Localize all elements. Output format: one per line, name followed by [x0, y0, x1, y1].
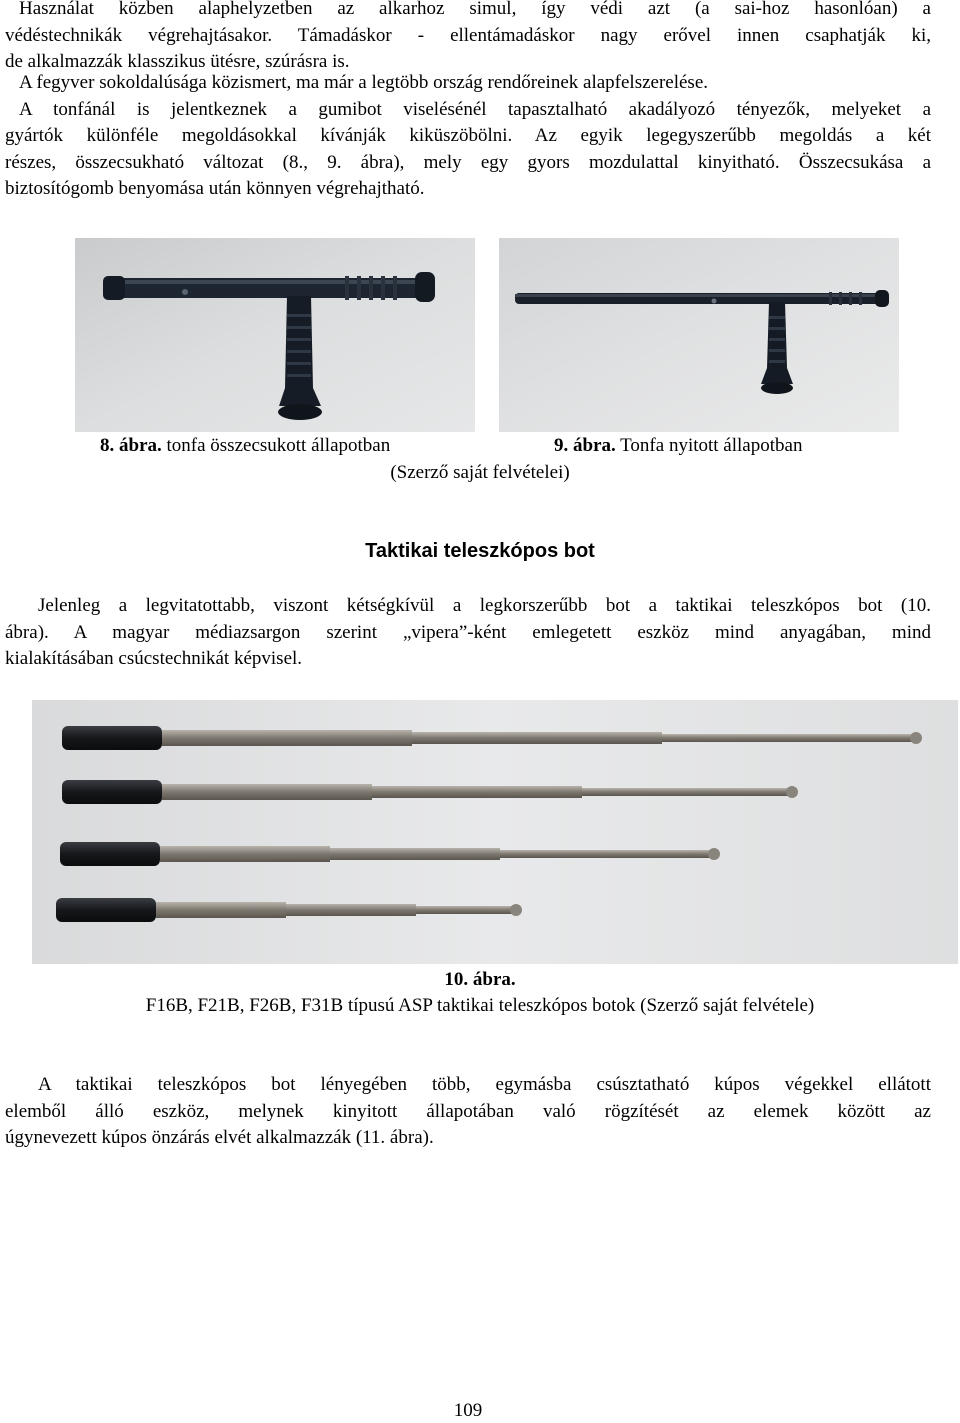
text-line: Jelenleg a legvitatottabb, viszont kétségkívül a legkorszerűbb bot a taktikai teleszkópos bot (10.: [38, 595, 931, 616]
text-line: védéstechnikák végrehajtásakor. Támadáskor - ellentámadáskor nagy erővel innen csaphatják ki,: [5, 24, 931, 46]
figure-8-number: 8. ábra.: [100, 435, 162, 456]
figure-10-number: 10. ábra.: [444, 969, 516, 990]
text-line: A fegyver sokoldalúsága közismert, ma már a legtöbb ország rendőreinek alapfelszerelése.: [19, 72, 709, 93]
text-line: részes, összecsukható változat (8., 9. ábra), mely egy gyors mozdulattal kinyitható. Összecsukása a: [5, 151, 931, 173]
paragraph-telescopic-mechanism: [5, 1072, 931, 1152]
figure-9-text: Tonfa nyitott állapotban: [615, 435, 803, 456]
paragraph-tonfa-usage: [5, 0, 931, 76]
text-line: A tonfánál is jelentkeznek a gumibot viselésénél tapasztalható akadályozó tényezők, melyeket a: [19, 98, 931, 120]
figure-8-caption: [100, 433, 390, 459]
figure-10-photo: [32, 700, 958, 964]
text-line: kialakításában csúcstechnikát képvisel.: [5, 648, 303, 669]
text-line: de alkalmazzák klasszikus ütésre, szúrásra is.: [5, 51, 350, 72]
figure-9-caption: [554, 433, 802, 459]
text-line: Használat közben alaphelyzetben az alkarhoz simul, így védi azt (a sai-hoz hasonlóan) a: [19, 0, 931, 19]
text-line: elemből álló eszköz, melynek kinyitott állapotában való rögzítését az elemek között az: [5, 1100, 931, 1122]
paragraph-tonfa-versatility: [5, 70, 931, 203]
section-heading: Taktikai teleszkópos bot: [365, 540, 595, 562]
text-line: ábra). A magyar médiazsargon szerint „vipera”-ként emlegetett eszköz mind anyagában, mind: [5, 621, 931, 643]
text-line: úgynevezett kúpos önzárás elvét alkalmazzák (11. ábra).: [5, 1127, 434, 1148]
figure-8-photo: [75, 238, 475, 432]
figure-9-number: 9. ábra.: [554, 435, 616, 456]
photo-credit: (Szerző saját felvételei): [390, 462, 570, 483]
figure-8-text: tonfa összecsukott állapotban: [161, 435, 391, 456]
figure-10-caption: F16B, F21B, F26B, F31B típusú ASP taktikai teleszkópos botok (Szerző saját felvétele): [145, 995, 815, 1016]
page-number: 109: [453, 1400, 483, 1421]
paragraph-telescopic-intro: [5, 593, 931, 673]
figure-9-photo: [499, 238, 899, 432]
text-line: biztosítógomb benyomása után könnyen végrehajtható.: [5, 178, 425, 199]
text-line: A taktikai teleszkópos bot lényegében több, egymásba csúsztatható kúpos végekkel ellátott: [38, 1074, 931, 1095]
text-line: gyártók különféle megoldásokkal kívánják kiküszöbölni. Az egyik legegyszerűbb megoldás a két: [5, 125, 931, 146]
